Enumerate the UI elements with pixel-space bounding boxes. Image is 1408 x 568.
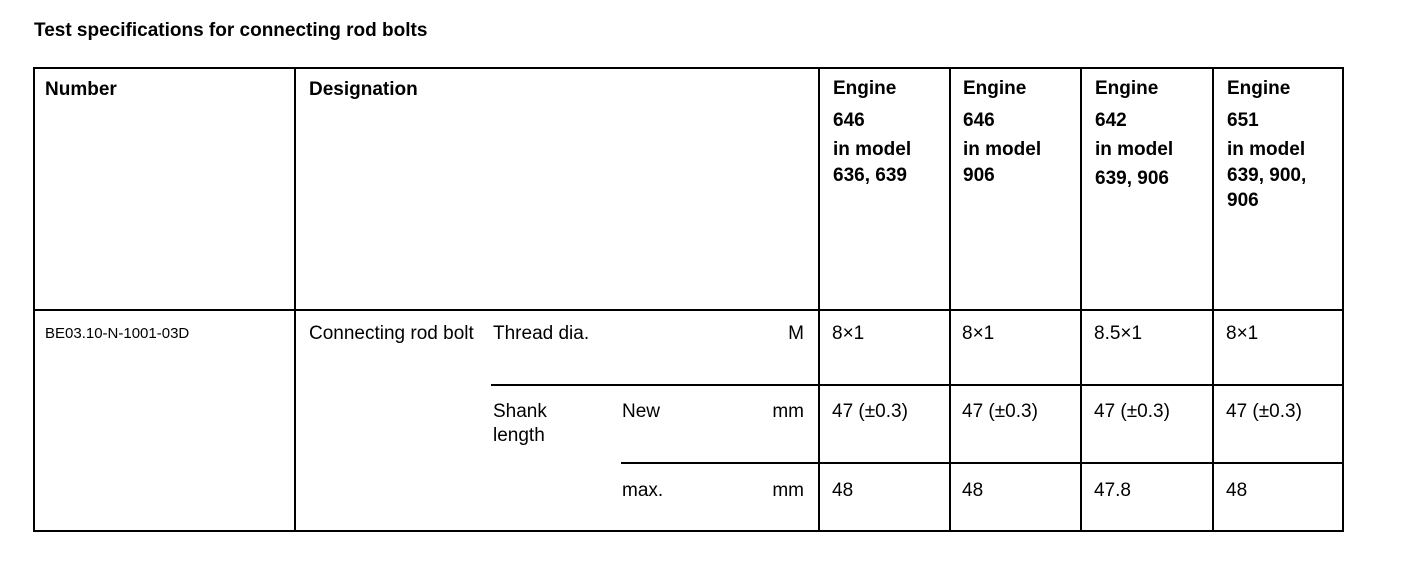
page-title: Test specifications for connecting rod bolts <box>34 20 428 41</box>
new-value: 47 (±0.3) <box>962 401 1038 422</box>
thread-unit: M <box>788 323 804 344</box>
max-value: 48 <box>832 480 854 501</box>
thread-value: 8.5×1 <box>1094 323 1143 344</box>
thread-value: 8×1 <box>962 323 995 344</box>
header-number: Number <box>45 79 117 100</box>
divider <box>621 462 1344 464</box>
thread-value: 8×1 <box>1226 323 1259 344</box>
max-value: 48 <box>1226 480 1248 501</box>
header-engine-4: Engine 651 in model 639, 900, 906 <box>1227 78 1307 211</box>
thread-value: 8×1 <box>832 323 865 344</box>
header-designation: Designation <box>309 79 418 100</box>
max-label: max. <box>622 480 664 501</box>
divider <box>491 384 1344 386</box>
new-unit: mm <box>772 401 804 422</box>
new-value: 47 (±0.3) <box>1226 401 1302 422</box>
part-number: BE03.10-N-1001-03D <box>45 325 190 342</box>
header-engine-3: Engine 642 in model 639, 906 <box>1095 78 1174 189</box>
thread-label: Thread dia. <box>493 323 590 344</box>
divider <box>33 309 1344 311</box>
max-unit: mm <box>772 480 804 501</box>
divider <box>294 67 296 532</box>
shank-label: Shank length <box>493 401 547 446</box>
max-value: 47.8 <box>1094 480 1131 501</box>
header-engine-1: Engine 646 in model 636, 639 <box>833 78 912 186</box>
designation-value: Connecting rod bolt <box>309 323 474 344</box>
new-label: New <box>622 401 661 422</box>
max-value: 48 <box>962 480 984 501</box>
new-value: 47 (±0.3) <box>1094 401 1170 422</box>
header-engine-2: Engine 646 in model 906 <box>963 78 1042 186</box>
new-value: 47 (±0.3) <box>832 401 908 422</box>
